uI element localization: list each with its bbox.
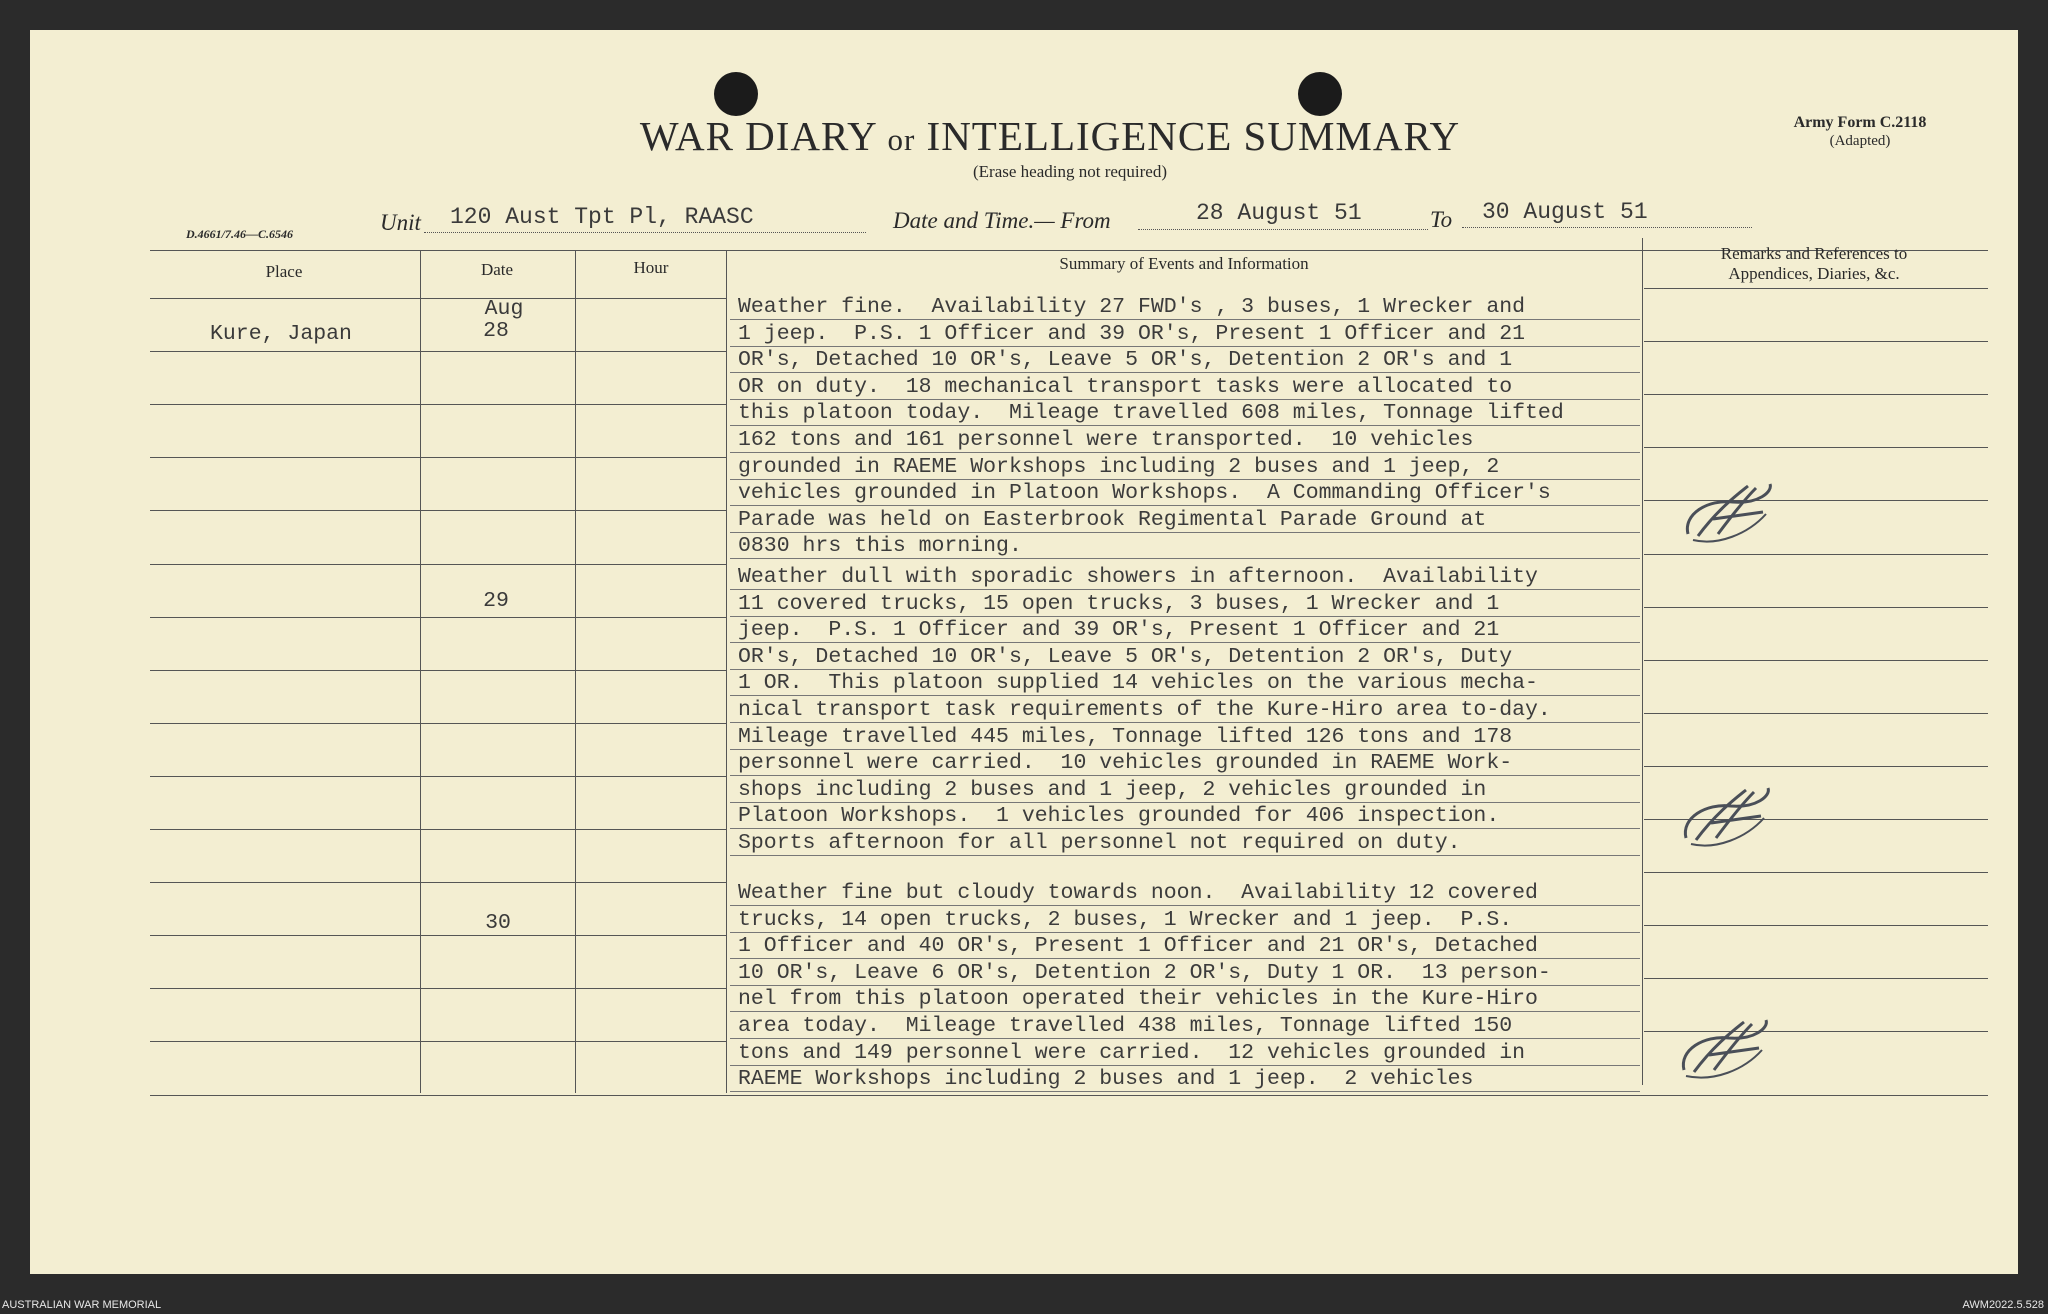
footer-credit: AUSTRALIAN WAR MEMORIAL [2,1299,162,1311]
ruled-line-remarks [1644,607,1988,608]
entry-29-line: nical transport task requirements of the Kure-Hiro area to-day. [738,698,1551,722]
ruled-line-left [150,723,726,724]
entry-28-line: OR's, Detached 10 OR's, Leave 5 OR's, Detention 2 OR's and 1 [738,348,1513,373]
ruled-line-remarks [1644,978,1988,979]
entry-30-line: 10 OR's, Leave 6 OR's, Detention 2 OR's, Duty 1 OR. 13 person- [738,960,1551,985]
entry-29-line: Platoon Workshops. 1 vehicles grounded for 406 inspection. [738,804,1500,829]
entry-29-line: personnel were carried. 10 vehicles grounded in RAEME Work- [738,751,1513,776]
entry-30-line: RAEME Workshops including 2 buses and 1 jeep. 2 vehicles [738,1067,1474,1092]
from-date-value: 28 August 51 [1196,200,1362,226]
entry-29-line: shops including 2 buses and 1 jeep, 2 vehicles grounded in [738,777,1487,802]
entry-28-line: 1 jeep. P.S. 1 Officer and 39 OR's, Present 1 Officer and 21 [738,321,1526,346]
ruled-line-left [150,617,726,618]
entry-29-line: OR's, Detached 10 OR's, Leave 5 OR's, Detention 2 OR's, Duty [738,644,1513,669]
ruled-line-remarks [1644,713,1988,714]
ruled-line-remarks [1644,660,1988,661]
ruled-line-remarks [1644,766,1988,767]
entry-30-line: trucks, 14 open trucks, 2 buses, 1 Wrecker and 1 jeep. P.S. [738,907,1513,932]
entry-29-line: 11 covered trucks, 15 open trucks, 3 buses, 1 Wrecker and 1 [738,591,1500,616]
place-value: Kure, Japan [210,322,352,346]
form-title [600,112,1500,160]
from-underline [1138,229,1428,230]
entry-30-line: 1 Officer and 40 OR's, Present 1 Officer and 21 OR's, Detached [738,934,1538,959]
entry-28-line: Weather fine. Availability 27 FWD's , 3 buses, 1 Wrecker and [738,295,1526,319]
entry-28-line: vehicles grounded in Platoon Workshops. A Commanding Officer's [738,481,1551,506]
column-header-remarks [1644,244,1984,284]
to-underline [1462,227,1752,228]
title-or: or [887,122,916,157]
ruled-line-left [150,1041,726,1042]
army-form-label: Army Form C.2118 [1793,114,1927,131]
entry-ruled-line [730,1091,1640,1092]
title-intelligence-summary: INTELLIGENCE SUMMARY [926,113,1461,159]
ruled-line-left [150,510,726,511]
officer-initials-30 [1674,1008,1784,1088]
ruled-line-remarks [1644,341,1988,342]
column-header-place: Place [265,262,303,281]
form-code: D.4661/7.46—C.6546 [186,227,294,241]
entry-ruled-line [730,828,1640,829]
ruled-line-left [150,776,726,777]
army-form-adapted: (Adapted) [1829,133,1891,149]
entry-29-line: 1 OR. This platoon supplied 14 vehicles on the various mecha- [738,671,1538,696]
column-divider-place [420,250,421,1093]
ruled-line-left [150,882,726,883]
to-label: To [1430,207,1453,232]
ruled-line-remarks [1644,554,1988,555]
to-date-value: 30 August 51 [1482,199,1648,225]
entry-ruled-line [730,695,1640,696]
column-header-date: Date [480,260,514,279]
entry-30-line: nel from this platoon operated their vehicles in the Kure-Hiro [738,987,1538,1012]
ruled-line-remarks [1644,394,1988,395]
entry-29-line: Mileage travelled 445 miles, Tonnage lifted 126 tons and 178 [738,724,1513,749]
date-time-from-label: Date and Time.— From [893,208,1111,233]
date-month-aug: Aug [484,297,524,321]
ruled-line-left [150,670,726,671]
entry-28-line: 0830 hrs this morning. [738,534,1022,559]
ruled-line-remarks [1644,447,1988,448]
ruled-line-remarks [1644,925,1988,926]
entry-29-line: Sports afternoon for all personnel not required on duty. [738,831,1461,855]
entry-29-line: Weather dull with sporadic showers in afternoon. Availability [738,565,1538,589]
ruled-line-left [150,457,726,458]
entry-28-line: Parade was held on Easterbrook Regimental Parade Ground at [738,507,1487,532]
officer-initials-28 [1678,474,1788,554]
entry-30-line: Weather fine but cloudy towards noon. Availability 12 covered [738,881,1538,905]
punch-hole-left [714,72,758,116]
entry-ruled-line [730,425,1640,426]
footer-accession-number: AWM2022.5.528 [1962,1299,2044,1311]
ruled-line-left [150,351,726,352]
entry-28-line: OR on duty. 18 mechanical transport tasks were allocated to [738,374,1513,399]
ruled-line-left [150,829,726,830]
unit-value: 120 Aust Tpt Pl, RAASC [450,204,754,230]
ruled-line-left [150,564,726,565]
entry-ruled-line [730,558,1640,559]
officer-initials-29 [1676,778,1786,858]
entry-28-line: grounded in RAEME Workshops including 2 buses and 1 jeep, 2 [738,454,1500,479]
title-war-diary: WAR DIARY [639,113,877,159]
remarks-header-line-1: Remarks and References to [1720,244,1908,263]
army-form-number [1760,114,1960,150]
ruled-line-left [150,404,726,405]
punch-hole-right [1298,72,1342,116]
ruled-line-remarks [1644,872,1988,873]
column-divider-date [575,250,576,1093]
date-30: 30 [485,911,511,935]
remarks-header-rule [1644,288,1988,289]
entry-28-line: this platoon today. Mileage travelled 608 miles, Tonnage lifted [738,401,1564,426]
column-divider-hour [726,250,727,1093]
entry-ruled-line [730,855,1640,856]
form-subtitle: (Erase heading not required) [973,162,1167,181]
entry-30-line: area today. Mileage travelled 438 miles, Tonnage lifted 150 [738,1014,1513,1038]
column-header-summary: Summary of Events and Information [1059,254,1309,273]
entry-ruled-line [730,1011,1640,1012]
column-header-hour: Hour [633,258,669,277]
unit-label: Unit [380,210,421,235]
entry-29-line: jeep. P.S. 1 Officer and 39 OR's, Present 1 Officer and 21 [738,618,1500,643]
entry-28-line: 162 tons and 161 personnel were transported. 10 vehicles [738,428,1474,452]
remarks-header-line-2: Appendices, Diaries, &c. [1728,264,1900,283]
ruled-line-left [150,298,726,299]
table-bottom-rule [150,1095,1988,1096]
unit-underline [424,232,866,233]
entry-30-line: tons and 149 personnel were carried. 12 vehicles grounded in [738,1040,1526,1065]
ruled-line-left [150,935,726,936]
ruled-line-left [150,988,726,989]
date-29: 29 [483,589,509,613]
column-divider-summary [1642,238,1643,1085]
date-28: 28 [483,319,509,343]
